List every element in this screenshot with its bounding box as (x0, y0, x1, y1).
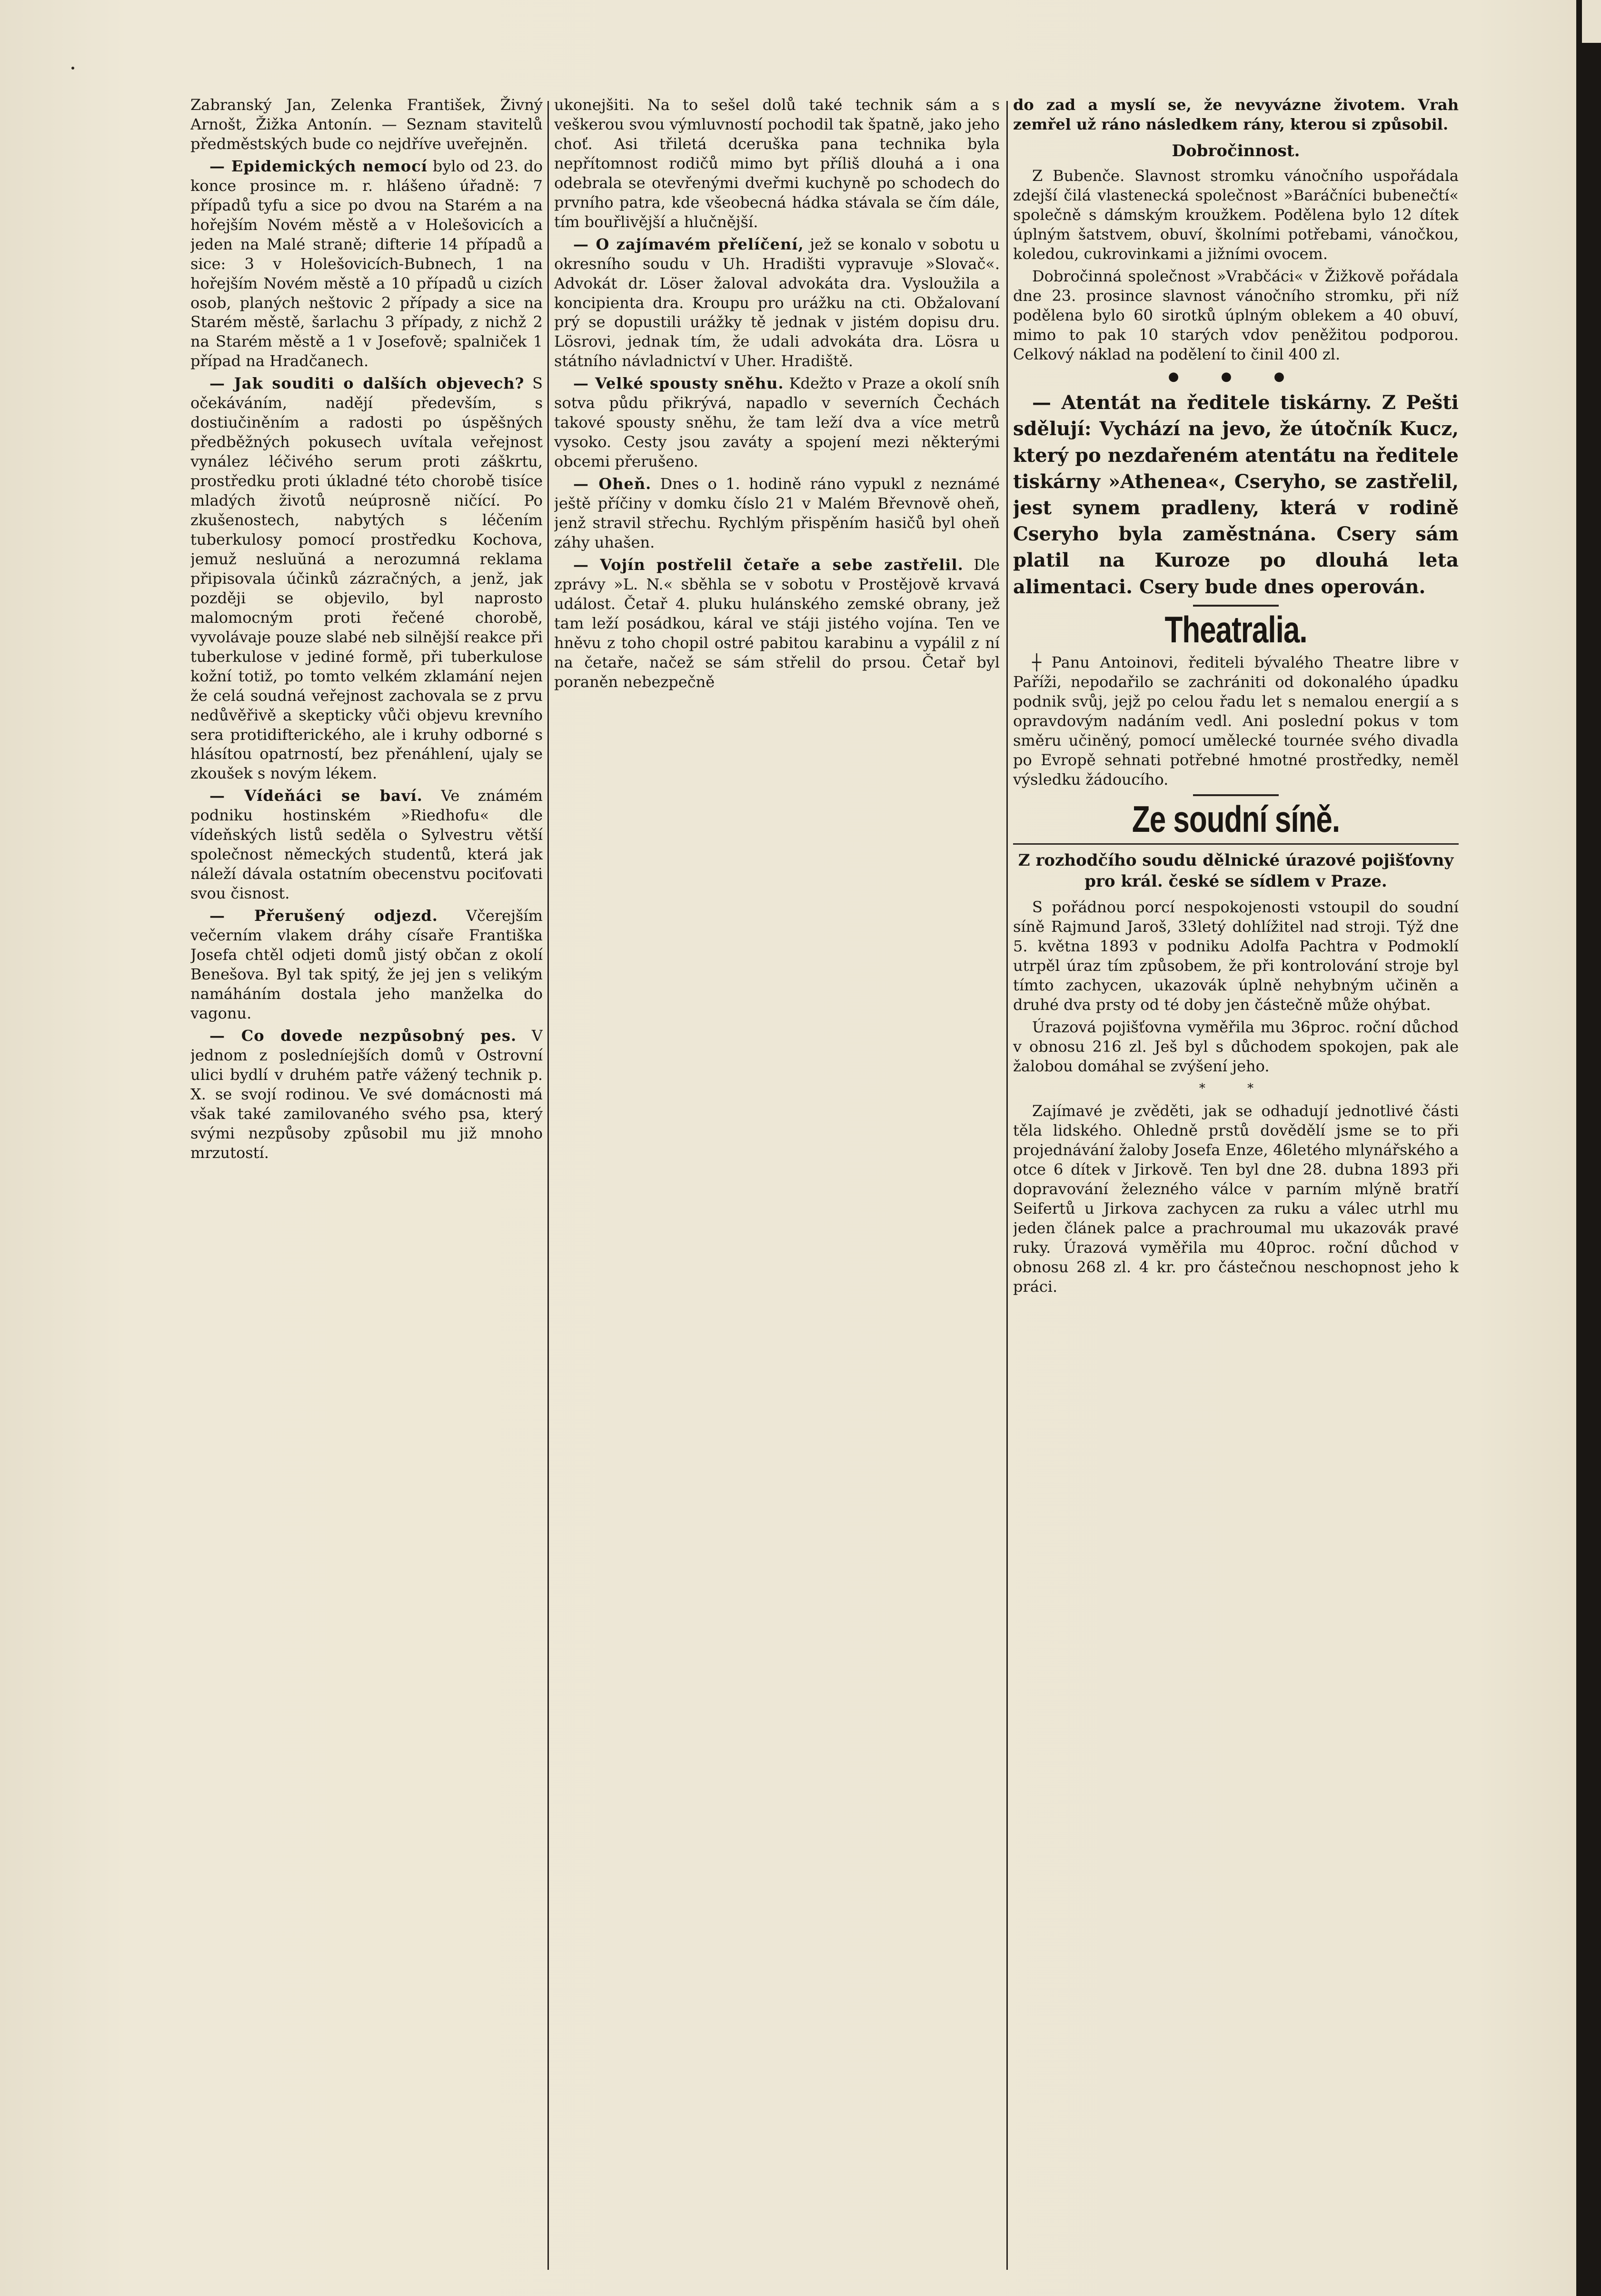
col2-article-fire (554, 474, 1000, 552)
col1-article4-text: Včerejším večerním vlakem dráhy císaře Františka Josefa chtěl odjeti domů jistý občan z okolí Benešova. Byl tak spitý, že jej jen s velikým namáháním dostala jeho manželka do vagonu. (190, 907, 543, 1022)
charity-text-2: Dobročinná společnost »Vrabčáci« v Žižkově pořádala dne 23. prosince slavnost vánočního stromku, při níž podělena bylo 60 sirotků úplným oblekem a 40 obuví, mimo to pak 10 starých vdov peněžitou podporou. Celkový náklad na podělení to činil 400 zl. (1013, 267, 1459, 363)
column-3 (1013, 95, 1459, 2271)
col1-article2-lead: — Jak souditi o dalších objevech? (209, 374, 525, 393)
col2-article1-text: ukonejšiti. Na to sešel dolů také technik sám a s veškerou svou výmluvností pochodil tak špatně, jako jeho choť. Asi třiletá dceruška pana technika byla nepřítomnost rodičů mimo byt příliš dlouhá a i ona odebrala se otevřenými dveřmi kuchyně po schodech do prvního patra, kde všeobecná hádka stávala se čím dále, tím bouřlivější a hlučnější. (554, 96, 1000, 231)
col2-article5-text: Dle zprávy »L. N.« sběhla se v sobotu v Prostějově krvavá událost. Četař 4. pluku hulánského zemské obrany, jež tam leží posádkou, káral ve stáji jistého vojína. Ten ve hněvu z toho chopil ostré pabitou karabinu a vypálil z ní na četaře, načež se sám střelil do prsou. Četař byl poraněn nebezpečně (554, 555, 1000, 691)
col1-article1-text: bylo od 23. do konce prosince m. r. hlášeno úřadně: 7 případů tyfu a sice po dvou na Starém a na hořejším Novém městě a v Holešovicích a jeden na Malé straně; difterie 14 případů a sice: 3 v Holešovicích-Bubnech, 1 na hořejším Novém městě a 10 případů u cizích osob, planých neštovic 2 případy a sice na Starém městě, šarlachu 3 případy, z nichž 2 na Starém městě a 1 v Josefově; spalniček 1 případ na Hradčanech. (190, 157, 543, 370)
col3-intro: do zad a myslí se, že nevyvázne životem. Vrah zemřel už ráno následkem rány, kterou si způsobil. (1013, 96, 1459, 133)
theatre-heading: Theatralia. (1164, 609, 1307, 651)
col2-article4-text: Dnes o 1. hodině ráno vypukl z neznámé ještě příčiny v domku číslo 21 v Malém Břevnově oheň, jenž stravil střechu. Rychlým přispěním hasičů byl oheň záhy uhašen. (554, 475, 1000, 551)
charity-text-1: Z Bubenče. Slavnost stromku vánočního uspořádala zdejší čilá vlastenecká společnost »Baráčníci bubenečtí« společně s dámským kroužkem. Podělena bylo 12 dítek úplným šatstvem, obuví, školními potřebami, vánočkou, koledou, cukrovinkami a jižními ovocem. (1013, 167, 1459, 263)
col1-article1-lead: — Epidemických nemocí (209, 157, 428, 175)
col1-article5-lead: — Co dovede nezpůsobný pes. (209, 1026, 517, 1045)
col1-article-epidemics (190, 157, 543, 371)
charity-heading: Dobročinnost. (1172, 141, 1300, 160)
col1-article2-text: S očekáváním, nadějí především, s dostiučiněním a radosti po úspěšných předběžných pokusech uvítala veřejnost vynález léčivého serum proti záškrtu, prostředku proti úkladné této chorobě tisíce mladých životů neúprosně ničící. Po zkušenostech, nabytých s léčením tuberkulosy pomocí prostředku Kochova, jemuž nesluŭná a nerozumná reklama připisovala účinků zázračných, a jenž, jak později se objevilo, byl naprosto malomocným proti řečené chorobě, vyvolávaje pouze slabé neb silnější reakce při tuberkulose v jediné formě, při tuberkulose kožní totiž, po tomto velkém zklamání nejen že celá soudná veřejnost zachovala se z prvu nedůvěřivě a skepticky vůči objevu krevního sera protidifterického, ale i kruhy odborné s hlásítou opatrností, bez přenáhlení, ujaly se zkoušek s novým lékem. (190, 374, 543, 783)
scan-border-notch (1582, 0, 1601, 43)
section-stars-2: * * (1199, 1081, 1273, 1096)
col2-article5-lead: — Vojín postřelil četaře a sebe zastřelil. (573, 555, 964, 574)
col2-article3-text: Kdežto v Praze a okolí sníh sotva půdu přikrývá, napadlo v severních Čechách takové spousty sněhu, že tam leží dva a více metrů vysoko. Cesty jsou zaváty a spojení mezi některými obcemi přerušeno. (554, 374, 1000, 471)
scan-speck (71, 67, 74, 70)
col2-article2-lead: — O zajímavém přelíčení, (573, 235, 804, 253)
col1-article-dog (190, 1026, 543, 1163)
column-divider-1 (547, 101, 549, 2270)
col2-article-trial (554, 235, 1000, 371)
court-heading: Ze soudní síně. (1132, 799, 1340, 840)
col2-article4-lead: — Oheň. (573, 475, 652, 493)
court-text-3: Zajímavé je zvěděti, jak se odhadují jednotlivé části těla lidského. Ohledně prstů dovědělí jsme se to při projednávání žaloby Josefa Enze, 46letého mlynářského a otce 6 dítek v Jirkově. Ten byl dne 28. dubna 1893 při dopravování železného válce v parním mlýně bratří Seifertů u Jirkova zachycen za ruku a válec utrhl mu jeden článek palce a prachroumal mu ukazovák pravé ruky. Úrazová vyměřila mu 40proc. roční důchod v obnosu 268 zl. 4 kr. pro částečnou neschopnost jeho k práci. (1013, 1101, 1459, 1296)
scan-border (1576, 0, 1601, 2296)
theatre-text: ┼ Panu Antoinovi, řediteli bývalého Theatre libre v Paříži, nepodařilo se zachrániti od dokonalého úpadku podnik svůj, jejž po celou řadu let s nemalou energií a s opravdovým nadáním vedl. Ani poslední pokus v tom směru učiněný, pomocí umělecké tournée svého divadla po Evropě sehnati potřebné hmotné prostředky, neměl výsledku žádoucího. (1013, 653, 1459, 789)
court-text-2: Úrazová pojišťovna vyměřila mu 36proc. roční důchod v obnosu 216 zl. Ješ byl s důchodem spokojen, pak ale žalobou domáhal se zvýšení jeho. (1013, 1018, 1459, 1075)
court-subheading: Z rozhodčího soudu dělnické úrazové pojišťovny pro král. české se sídlem v Praze. (1018, 851, 1454, 891)
assassination-notice: — Atentát na ředitele tiskárny. Z Pešti sdělují: Vychází na jevo, že útočník Kucz, který po nezdařeném atentátu na ředitele tiskárny »Athenea«, Cseryho, se zastřelil, jest synem pradleny, která v rodině Cseryho byla zaměstnána. Csery sám platil na Kuroze po dlouhá leta alimentaci. Csery bude dnes operován. (1013, 391, 1459, 598)
column-divider-2 (1006, 101, 1008, 2270)
col1-article3-lead: — Vídeňáci se baví. (209, 787, 423, 805)
col1-article-viennese (190, 786, 543, 903)
col1-article-discoveries (190, 374, 543, 783)
col1-article5-text: V jednom z posledníejších domů v Ostrovní ulici bydlí v druhém patře vážený technik p. X. se svojí rodinou. Ve své domácnosti má však také zamilovaného svého psa, který svými nezpůsoby způsobil mu již mnoho mrzutostí. (190, 1026, 543, 1162)
col2-article3-lead: — Velké spousty sněhu. (573, 374, 784, 393)
col2-article-snow (554, 374, 1000, 471)
col1-intro: Zabranský Jan, Zelenka František, Živný Arnošt, Žižka Antonín. — Seznam stavitelů předměstských bude co nejdříve uveřejněn. (190, 96, 543, 153)
col2-article-soldier (554, 555, 1000, 692)
full-rule (1013, 843, 1459, 845)
col2-article2-text: jež se konalo v sobotu u okresního soudu v Uh. Hradišti vypravuje »Slovač«. Advokát dr. Löser žaloval advokáta dra. Vysloužila a koncipienta dra. Kroupu pro urážku na cti. Obžalovaní prý se dopustili urážky tě jednak v jistém dopisu dru. Lösrovi, jednak tím, že udali advokáta dra. Lösra u státního návladnictví v Uher. Hradiště. (554, 235, 1000, 370)
col1-article4-lead: — Přerušený odjezd. (209, 907, 438, 925)
court-text-1: S pořádnou porcí nespokojenosti vstoupil do soudní síně Rajmund Jaroš, 33letý dohlížitel nad stroji. Týž dne 5. května 1893 v podniku Adolfa Pachtra v Podmoklí utrpěl úraz tím způsobem, že při kontrolování stroje byl tímto zachycen, ukazovák úplně nehybným učiněn a druhé dva prsty od té doby jen částečně může ohýbat. (1013, 898, 1459, 1014)
section-stars: ● ● ● (1168, 369, 1304, 384)
column-1 (190, 95, 543, 2271)
col1-article3-text: Ve známém podniku hostinském »Riedhofu« dle vídeňských listů seděla o Sylvestru větší společnost německých studentů, která jak náleží dávala ostatním obecenstvu pociťovati svou čisnost. (190, 787, 543, 903)
column-2 (554, 95, 1000, 2271)
col1-article-departure (190, 906, 543, 1023)
